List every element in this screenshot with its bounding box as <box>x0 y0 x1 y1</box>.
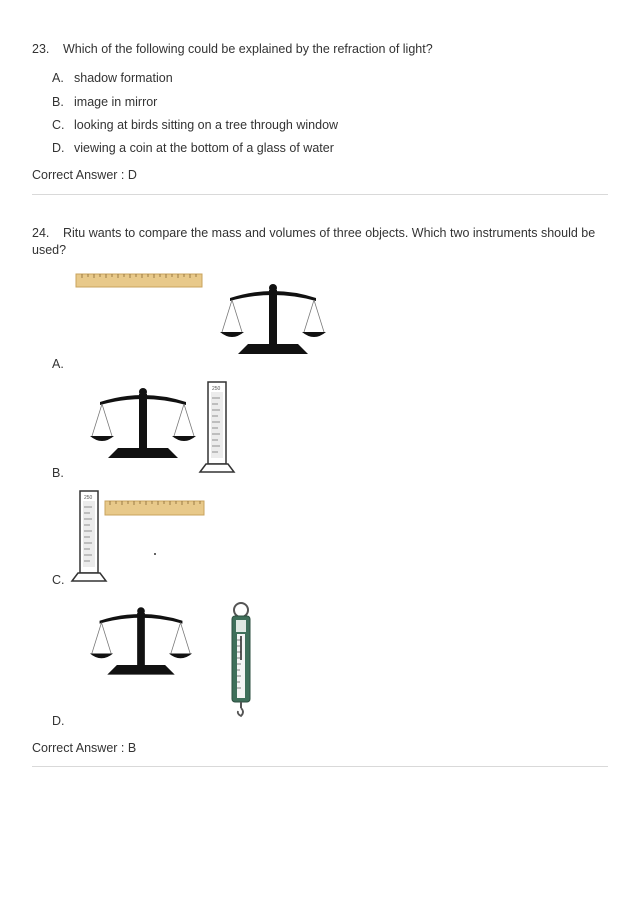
option-a <box>52 357 74 371</box>
question-text: Which of the following could be explained by the refraction of light? <box>63 42 433 56</box>
option-letter: A. <box>52 357 64 371</box>
spring-balance-icon <box>226 600 256 718</box>
ruler-icon <box>105 500 205 518</box>
correct-answer: Correct Answer : B <box>32 741 137 755</box>
divider <box>32 766 608 767</box>
question-text: Ritu wants to compare the mass and volumes of three objects. Which two instruments should be used? <box>32 226 596 257</box>
question-number: 23. <box>32 42 50 56</box>
option-c <box>52 573 74 587</box>
question-23 <box>32 41 607 58</box>
option-text: viewing a coin at the bottom of a glass of water <box>74 141 334 155</box>
option-letter: C. <box>52 118 65 132</box>
option-letter: D. <box>52 714 65 728</box>
svg-text:250: 250 <box>84 495 93 501</box>
ruler-icon <box>76 272 204 290</box>
option-letter: A. <box>52 71 64 85</box>
question-24 <box>32 225 607 259</box>
option-letter: B. <box>52 95 64 109</box>
option-c <box>52 118 338 132</box>
option-letter: B. <box>52 466 64 480</box>
option-text: looking at birds sitting on a tree through window <box>74 118 339 132</box>
option-a <box>52 71 173 85</box>
option-b <box>52 466 74 480</box>
option-d <box>52 714 74 728</box>
beam-balance-icon <box>88 599 194 679</box>
beam-balance-icon <box>88 379 198 463</box>
measuring-cylinder-icon <box>72 489 108 583</box>
option-text: image in mirror <box>74 95 158 109</box>
option-d <box>52 141 334 155</box>
option-text: shadow formation <box>74 71 173 85</box>
divider <box>32 194 608 195</box>
option-letter: D. <box>52 141 65 155</box>
option-b <box>52 95 157 109</box>
correct-answer: Correct Answer : D <box>32 168 137 182</box>
measuring-cylinder-icon <box>200 380 236 474</box>
question-number: 24. <box>32 226 50 240</box>
beam-balance-icon <box>218 276 328 358</box>
svg-text:250: 250 <box>212 386 221 392</box>
option-letter: C. <box>52 573 65 587</box>
dot-mark <box>154 553 156 555</box>
